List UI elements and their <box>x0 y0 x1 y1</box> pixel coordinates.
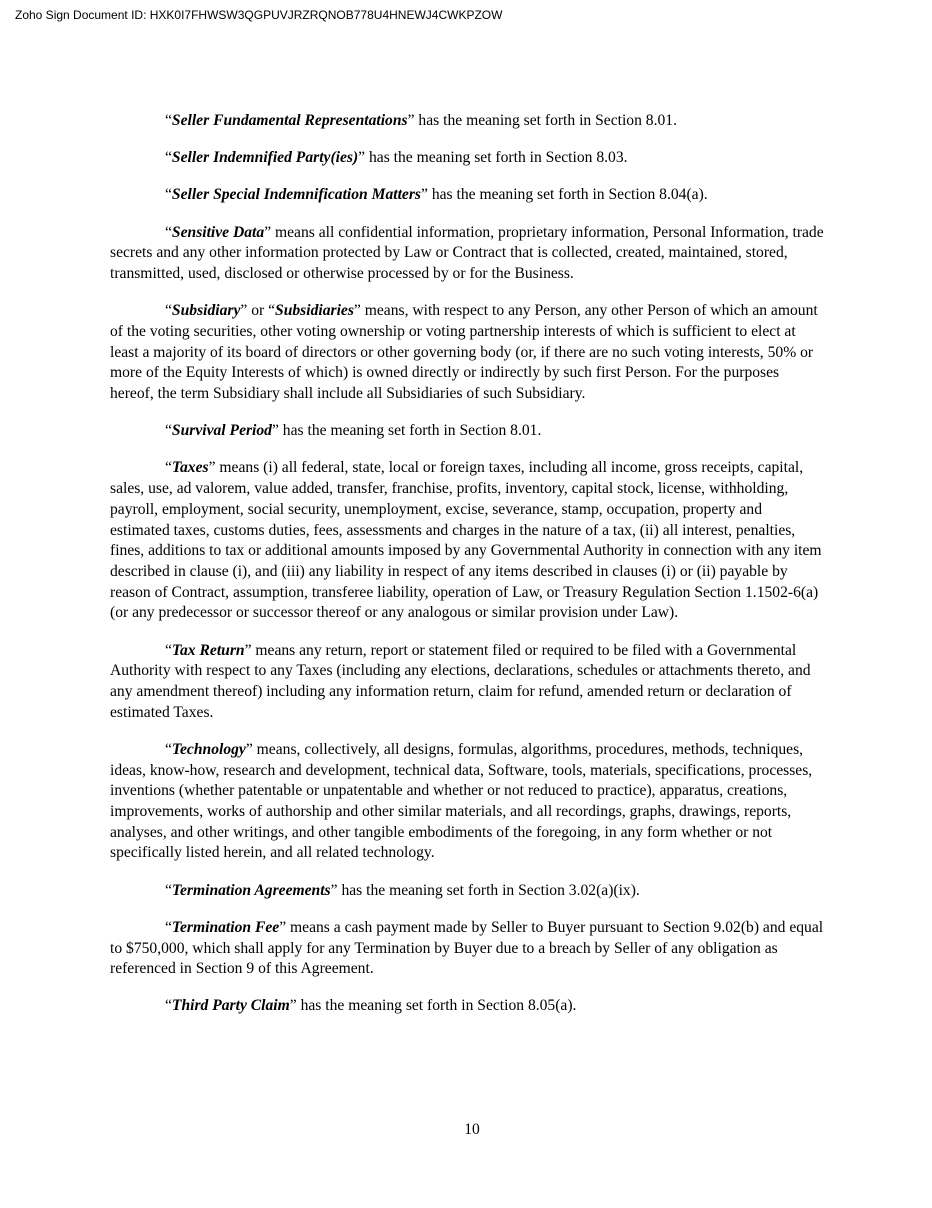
close-quote: ” <box>289 997 297 1015</box>
close-quote: ” <box>353 302 361 320</box>
connector-text: or “ <box>247 302 276 320</box>
defined-term: Seller Indemnified Party(ies) <box>171 149 359 167</box>
defined-term: Seller Special Indemnification Matters <box>171 186 421 204</box>
defined-term: Third Party Claim <box>171 997 290 1015</box>
definition-paragraph <box>110 918 824 980</box>
close-quote: ” <box>421 186 428 204</box>
definition-text: means (i) all federal, state, local or foreign taxes, including all income, gross receipts, capital, sales, use, ad valorem, value added, transfer, franchise, profits, inventory, capital stock, license, withholding, payroll, employment, social security, unemployment, excise, severance, stamp, occupation, property and estimated taxes, customs duties, fees, assessments and charges in the nature of a tax, (ii) all interest, penalties, fines, additions to tax or additional amounts imposed by any Governmental Authority in connection with any item described in clause (i), and (iii) any liability in respect of any items described in clauses (i) or (ii) payable by reason of Contract, assumption, transferee liability, operation of Law, or Treasury Regulation Section 1.1502-6(a) (or any predecessor or successor thereof or any analogous or similar provision under Law). <box>110 459 822 622</box>
open-quote: “ <box>165 997 172 1015</box>
close-quote: ” <box>407 112 415 129</box>
open-quote: “ <box>165 422 172 440</box>
defined-term: Termination Agreements <box>171 881 331 899</box>
open-quote: “ <box>165 918 172 936</box>
page-number: 10 <box>464 1121 480 1138</box>
definition-text: means, with respect to any Person, any other Person of which an amount of the voting securities, other voting ownership or voting partnership interests of which is sufficient to elect at least a majority of its board of directors or other governing body (or, if there are no such voting interests, 50% or more of the Equity Interests of which) is owned directly or indirectly by such first Person. For the purposes hereof, the term Subsidiary shall include all Subsidiaries of such Subsidiary. <box>110 302 818 403</box>
defined-term: Seller Fundamental Representations <box>171 112 408 129</box>
definition-text: has the meaning set forth in Section 8.01. <box>278 422 542 440</box>
definition-text: means all confidential information, proprietary information, Personal Information, trade secrets and any other information protected by Law or Contract that is collected, created, maintained, stored, transmitted, used, disclosed or otherwise processed by or for the Business. <box>110 223 824 283</box>
definition-text: has the meaning set forth in Section 8.05(a). <box>296 997 577 1015</box>
definition-text: has the meaning set forth in Section 3.02(a)(ix). <box>337 881 640 899</box>
open-quote: “ <box>165 641 172 659</box>
definition-paragraph <box>110 421 824 442</box>
definition-text: has the meaning set forth in Section 8.01. <box>414 112 677 129</box>
defined-term: Tax Return <box>171 641 245 659</box>
open-quote: “ <box>165 223 172 241</box>
defined-term: Survival Period <box>171 422 272 440</box>
document-id-header: Zoho Sign Document ID: HXK0I7FHWSW3QGPUVJRZRQNOB778U4HNEWJ4CWKPZOW <box>15 8 503 22</box>
definition-text: has the meaning set forth in Section 8.04(a). <box>427 186 708 204</box>
definition-paragraph <box>110 996 824 1017</box>
close-quote: ” <box>264 223 272 241</box>
definition-paragraph <box>110 111 824 132</box>
definition-paragraph <box>110 185 824 206</box>
open-quote: “ <box>165 149 172 167</box>
definition-paragraph <box>110 223 824 285</box>
close-quote: ” <box>271 422 279 440</box>
definition-paragraph <box>110 148 824 169</box>
open-quote: “ <box>165 186 172 204</box>
defined-term: Technology <box>171 740 246 758</box>
definition-text: means any return, report or statement filed or required to be filed with a Governmental Authority with respect to any Taxes (including any elections, declarations, schedules or attachments thereto, and any amendment thereof) including any information return, claim for refund, amended return or declaration of estimated Taxes. <box>110 641 811 721</box>
definition-text: means a cash payment made by Seller to Buyer pursuant to Section 9.02(b) and equal to $750,000, which shall apply for any Termination by Buyer due to a breach by Seller of any obligation as referenced in Section 9 of this Agreement. <box>110 918 824 978</box>
definitions-section <box>110 111 824 1034</box>
close-quote: ” <box>208 459 216 477</box>
definition-text: means, collectively, all designs, formulas, algorithms, procedures, methods, techniques, ideas, know-how, research and development, technical data, Software, tools, materials, specifications, processes, inventions (whether patentable or unpatentable and whether or not reduced to practice), apparatus, creations, improvements, works of authorship and other similar materials, and all recordings, graphs, drawings, reports, analyses, and other writings, and other tangible embodiments of the foregoing, in any form whether or not specifically listed herein, and all related technology. <box>110 740 813 862</box>
open-quote: “ <box>165 459 172 477</box>
close-quote: ” <box>245 740 253 758</box>
definition-text: has the meaning set forth in Section 8.03. <box>365 149 628 167</box>
close-quote: ” <box>279 918 287 936</box>
open-quote: “ <box>165 881 172 899</box>
close-quote: ” <box>358 149 366 167</box>
defined-term: Termination Fee <box>171 918 280 936</box>
open-quote: “ <box>165 302 172 320</box>
definition-paragraph <box>110 458 824 624</box>
defined-term: Taxes <box>171 459 209 477</box>
definition-paragraph <box>110 881 824 902</box>
open-quote: “ <box>165 112 172 129</box>
definition-paragraph <box>110 641 824 724</box>
defined-term-alternate: Subsidiaries <box>275 302 354 320</box>
defined-term: Sensitive Data <box>171 223 265 241</box>
open-quote: “ <box>165 740 172 758</box>
definition-paragraph <box>110 301 824 405</box>
close-quote: ” <box>330 881 338 899</box>
close-quote: ” <box>240 302 248 320</box>
defined-term: Subsidiary <box>171 302 241 320</box>
close-quote: ” <box>244 641 252 659</box>
definition-paragraph <box>110 740 824 864</box>
